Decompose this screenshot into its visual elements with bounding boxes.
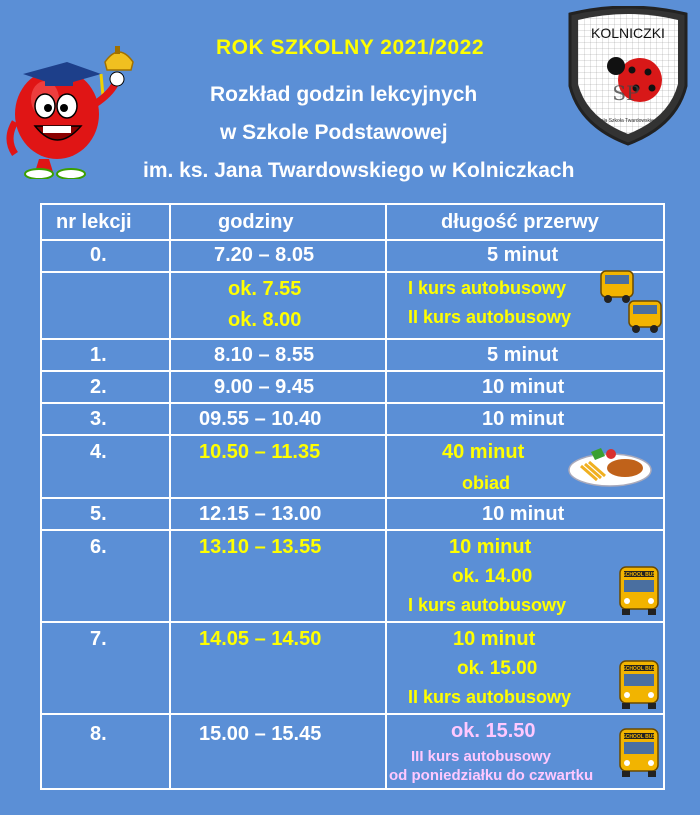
school-bus-icon [617, 561, 661, 619]
table-row: 1. 8.10 – 8.55 5 minut [41, 339, 664, 371]
table-header-row [41, 204, 664, 240]
school-bus-icon [627, 297, 663, 335]
school-logo-icon [566, 6, 690, 148]
logo-initials: SP [612, 81, 640, 105]
table-row: 5. 12.15 – 13.00 10 minut [41, 498, 664, 530]
table-row: 2. 9.00 – 9.45 10 minut [41, 371, 664, 403]
header-hours: godziny [218, 211, 294, 233]
schedule-table [40, 203, 665, 790]
table-row: 7. 14.05 – 14.50 10 minut ok. 15.00 II kurs autobusowy SCHOOL BUS [41, 622, 664, 714]
lunch-plate-icon [567, 440, 653, 488]
subtitle-line-2: w Szkole Podstawowej [220, 121, 448, 144]
school-bus-icon [617, 723, 661, 781]
table-row: 6. 13.10 – 13.55 10 minut ok. 14.00 I kurs autobusowy SCHOOL BUS [41, 530, 664, 622]
table-row: 3. 09.55 – 10.40 10 minut [41, 403, 664, 435]
logo-text: KOLNICZKI [591, 25, 665, 41]
svg-text:SCHOOL BUS: SCHOOL BUS [622, 666, 656, 672]
table-row: 0. 7.20 – 8.05 5 minut [41, 240, 664, 272]
table-row: ok. 7.55 ok. 8.00 I kurs autobusowy II kurs autobusowy [41, 272, 664, 339]
page-title: ROK SZKOLNY 2021/2022 [215, 36, 485, 59]
header-nr: nr lekcji [56, 211, 132, 233]
svg-text:SCHOOL BUS: SCHOOL BUS [622, 572, 656, 578]
logo-motto: Mała Szkoła Twardowskiego [596, 118, 660, 124]
subtitle-line-1: Rozkład godzin lekcyjnych [210, 83, 478, 106]
subtitle-line-3: im. ks. Jana Twardowskiego w Kolniczkach [143, 159, 575, 182]
school-bus-icon [617, 655, 661, 713]
header-break: długość przerwy [441, 211, 599, 233]
table-row: 4. 10.50 – 11.35 40 minut obiad [41, 435, 664, 498]
apple-mascot-icon [5, 44, 145, 179]
table-row: 8. 15.00 – 15.45 ok. 15.50 III kurs autobusowy od poniedziałku do czwartku SCHOOL BUS [41, 714, 664, 789]
svg-text:SCHOOL BUS: SCHOOL BUS [622, 734, 656, 740]
